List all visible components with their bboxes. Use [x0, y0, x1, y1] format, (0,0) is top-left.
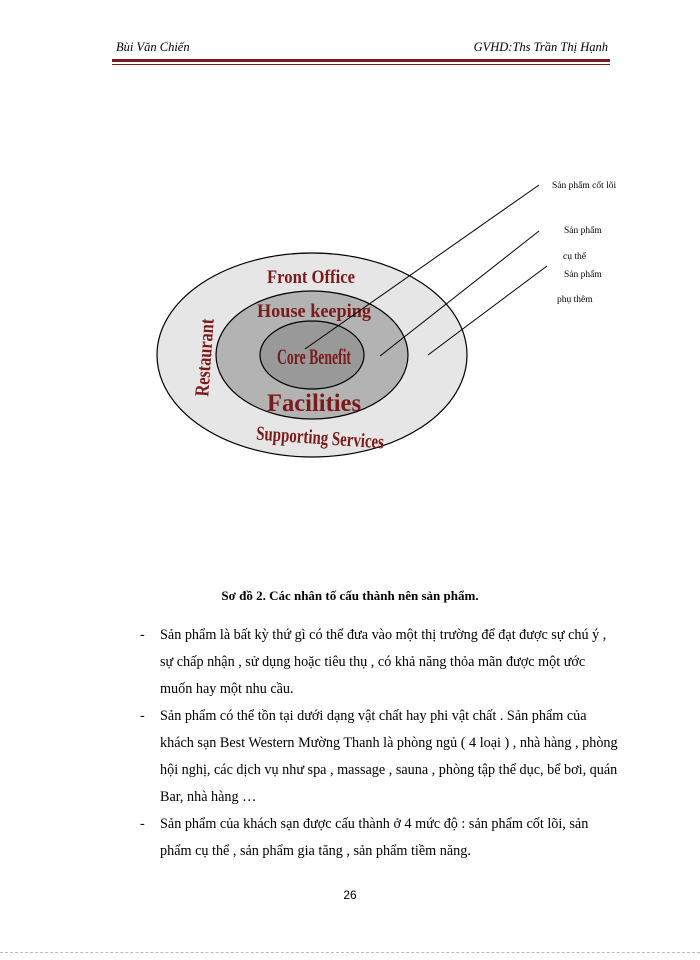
label-core-benefit: Core Benefit — [277, 344, 352, 369]
label-house-keeping: House keeping — [257, 301, 372, 322]
page-header — [112, 38, 610, 58]
header-author: Bùi Văn Chiến — [116, 40, 190, 54]
callout-actual-line1: Sản phẩm — [564, 226, 602, 236]
callout-core: Sản phẩm cốt lõi — [552, 181, 617, 191]
header-rule-thin — [112, 64, 610, 65]
bullet-dash: - — [140, 627, 145, 643]
figure-caption: Sơ đồ 2. Các nhân tố cấu thành nên sản phẩm. — [221, 588, 479, 603]
footer-rule — [0, 952, 700, 953]
list-item — [140, 622, 620, 703]
list-item — [140, 703, 620, 811]
page-number: 26 — [343, 888, 357, 902]
bullet-text: Sản phẩm là bất kỳ thứ gì có thể đưa vào một thị trường để đạt được sự chú ý , sự chấp nhận , sử dụng hoặc tiêu thụ , có khả năng thỏa mãn được một ước muốn hay một nhu cầu. — [160, 627, 607, 697]
label-restaurant: Restaurant — [191, 300, 220, 398]
bullet-dash: - — [140, 708, 145, 724]
product-levels-diagram — [0, 160, 700, 480]
bullet-text: Sản phẩm có thể tồn tại dưới dạng vật chất hay phi vật chất . Sản phẩm của khách sạn Best Western Mường Thanh là phòng ngủ ( 4 loại ) , nhà hàng , phòng hội nghị, các dịch vụ như spa , massage , sauna , phòng tập thể dục, bể bơi, quán Bar, nhà hàng … — [160, 708, 618, 805]
label-supporting-services: Supporting Services — [255, 422, 429, 457]
label-front-office: Front Office — [267, 267, 355, 288]
callout-augmented-line2: phụ thêm — [557, 295, 593, 305]
list-item — [140, 811, 620, 865]
header-advisor: GVHD:Ths Trần Thị Hạnh — [473, 40, 608, 54]
header-rule — [112, 59, 610, 62]
bullet-dash: - — [140, 816, 145, 832]
callout-actual-line2: cụ thể — [563, 252, 586, 262]
bullet-text: Sản phẩm của khách sạn được cấu thành ở 4 mức độ : sản phẩm cốt lõi, sản phẩm cụ thể , sản phẩm gia tăng , sản phẩm tiềm năng. — [160, 816, 589, 859]
bullet-list — [140, 622, 620, 865]
label-facilities: Facilities — [267, 390, 362, 417]
callout-augmented-line1: Sản phẩm — [564, 270, 602, 280]
